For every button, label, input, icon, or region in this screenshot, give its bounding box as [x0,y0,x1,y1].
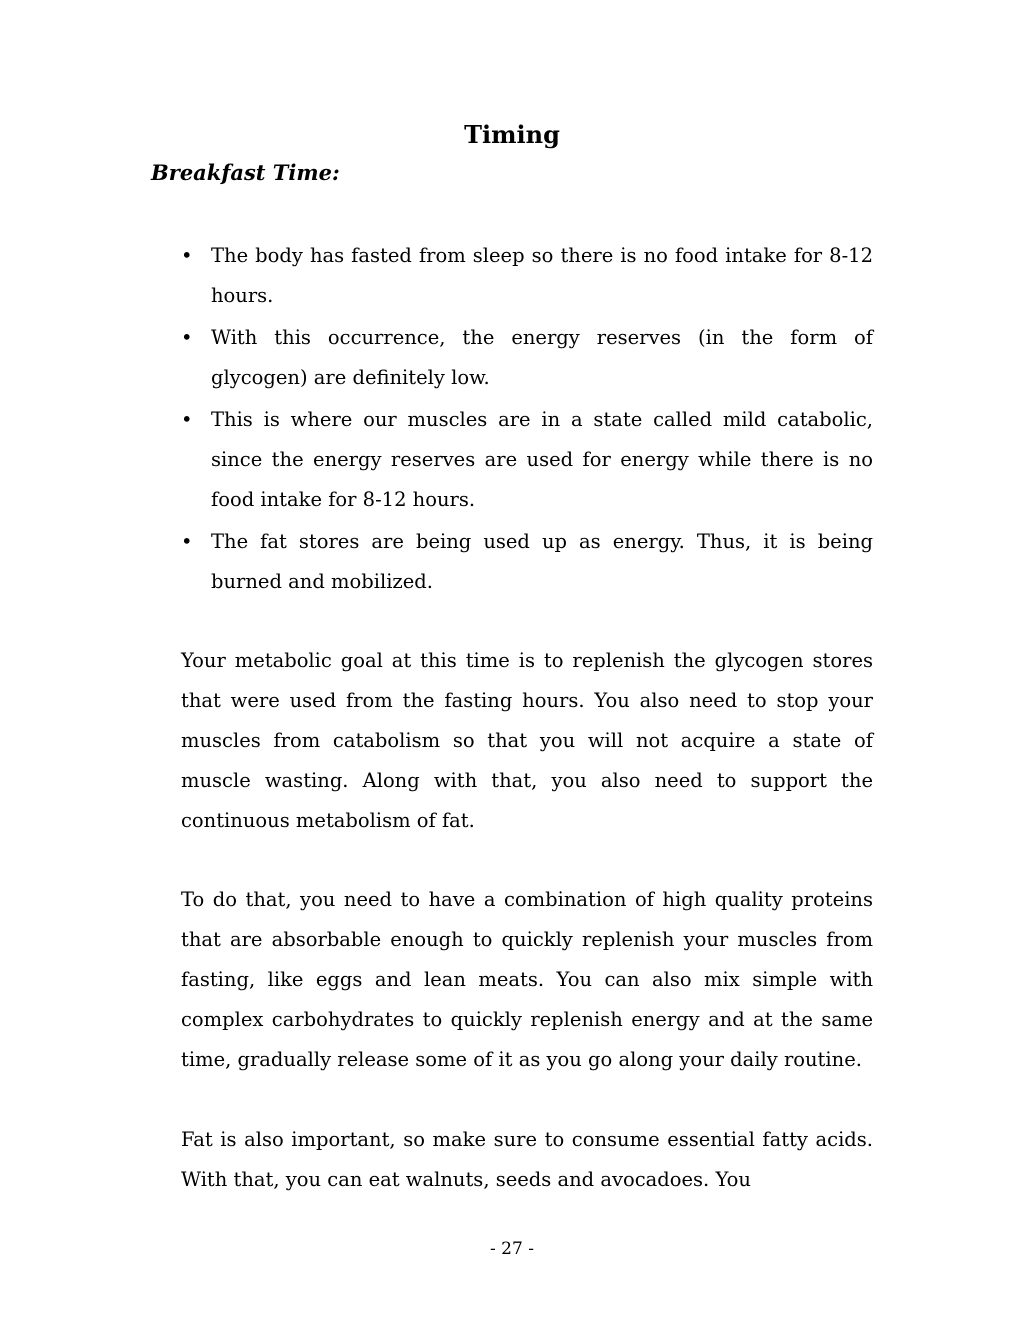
bullet-text: This is where our muscles are in a state called mild catabolic, since the energy reserves are used for energy while there is no food intake for 8-12 hours. [211,408,873,511]
page-number: - 27 - [490,1239,534,1259]
bullet-text: The fat stores are being used up as energy. Thus, it is being burned and mobilized. [211,530,873,593]
paragraph-proteins: To do that, you need to have a combination of high quality proteins that are absorbable enough to quickly replenish your muscles from fasting, like eggs and lean meats. You can also mix simple with complex carbohydrates to quickly replenish energy and at the same time, gradually release some of it as you go along your daily routine. [181,888,873,1071]
paragraph-fat: Fat is also important, so make sure to consume essential fatty acids. With that, you can eat walnuts, seeds and avocadoes. You [181,1128,873,1191]
list-item [181,400,873,520]
bullet-icon: • [181,244,193,267]
bullet-text: With this occurrence, the energy reserves (in the form of glycogen) are definitely low. [211,326,873,389]
list-item [181,522,873,602]
bullet-icon: • [181,408,193,431]
paragraph-metabolic-goal: Your metabolic goal at this time is to replenish the glycogen stores that were used from the fasting hours. You also need to stop your muscles from catabolism so that you will not acquire a state of muscle wasting. Along with that, you also need to support the continuous metabolism of fat. [181,649,873,832]
bullet-icon: • [181,326,193,349]
bullet-text: The body has fasted from sleep so there is no food intake for 8-12 hours. [211,244,873,307]
list-item [181,318,873,398]
bullet-list [181,236,873,604]
bullet-icon: • [181,530,193,553]
list-item [181,236,873,316]
page-title: Timing [464,120,560,149]
section-subtitle: Breakfast Time: [151,160,340,185]
